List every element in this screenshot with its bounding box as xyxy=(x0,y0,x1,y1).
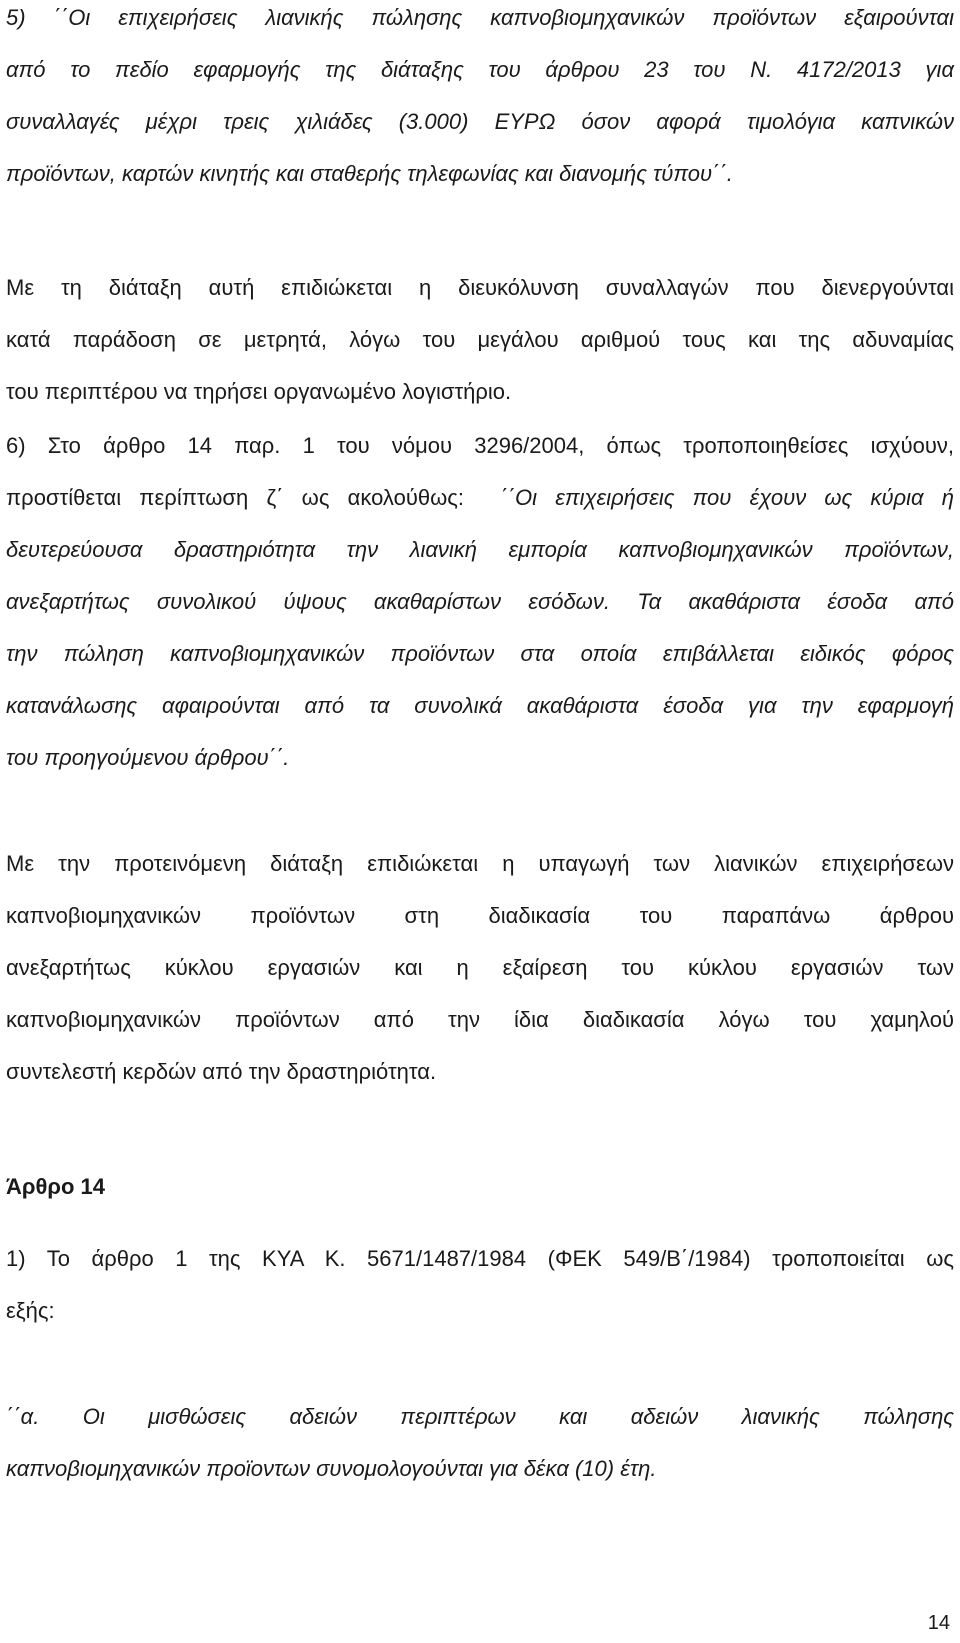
explanation-paragraph xyxy=(6,838,954,1098)
heading-text: Άρθρο 14 xyxy=(6,1174,106,1199)
explanation-paragraph xyxy=(6,262,954,418)
text-line: του προηγούμενου άρθρου΄΄. xyxy=(6,745,290,770)
text-line: 1) Το άρθρο 1 της ΚΥΑ Κ. 5671/1487/1984 (ΦΕΚ 549/Β΄/1984) τροποποιείται ως xyxy=(6,1246,954,1271)
text-line: προϊόντων, καρτών κινητής και σταθερής τηλεφωνίας και διανομής τύπου΄΄. xyxy=(6,161,733,186)
text-line: συντελεστή κερδών από την δραστηριότητα. xyxy=(6,1059,437,1084)
text-line: του περιπτέρου να τηρήσει οργανωμένο λογιστήριο. xyxy=(6,379,512,404)
text-line: κατά παράδοση σε μετρητά, λόγω του μεγάλου αριθμού τους και της αδυναμίας xyxy=(6,327,954,352)
text-line: κατανάλωσης αφαιρούνται από τα συνολικά ακαθάριστα έσοδα για την εφαρμογή xyxy=(6,693,954,718)
article-heading xyxy=(6,1161,954,1213)
quoted-amendment-paragraph xyxy=(6,1391,954,1495)
text-line: ΄΄α. Οι μισθώσεις αδειών περιπτέρων και αδειών λιανικής πώλησης xyxy=(6,1404,954,1429)
text-line: καπνοβιομηχανικών προϊόντων από την ίδια διαδικασία λόγω του χαμηλού xyxy=(6,1007,954,1032)
document-page xyxy=(6,0,954,1643)
text-line: την πώληση καπνοβιομηχανικών προϊόντων στα οποία επιβάλλεται ειδικός φόρος xyxy=(6,641,954,666)
text-line: Με την προτεινόμενη διάταξη επιδιώκεται η υπαγωγή των λιανικών επιχειρήσεων xyxy=(6,851,954,876)
text-line: από το πεδίο εφαρμογής της διάταξης του άρθρου 23 του Ν. 4172/2013 για xyxy=(6,57,954,82)
text-line: 5) ΄΄Οι επιχειρήσεις λιανικής πώλησης καπνοβιομηχανικών προϊόντων εξαιρούνται xyxy=(6,5,954,30)
text-line: εξής: xyxy=(6,1298,55,1323)
text-run: προστίθεται περίπτωση ζ΄ ως ακολούθως: xyxy=(6,485,464,510)
text-line: ανεξαρτήτως κύκλου εργασιών και η εξαίρεση του κύκλου εργασιών των xyxy=(6,955,954,980)
quoted-text-run: ΄΄Οι επιχειρήσεις που έχουν ως κύρια ή xyxy=(500,485,954,510)
text-line: ανεξαρτήτως συνολικού ύψους ακαθαρίστων εσόδων. Τα ακαθάριστα έσοδα από xyxy=(6,589,954,614)
text-line: καπνοβιομηχανικών προϊοντων συνομολογούνται για δέκα (10) έτη. xyxy=(6,1456,657,1481)
text-line: δευτερεύουσα δραστηριότητα την λιανική εμπορία καπνοβιομηχανικών προϊόντων, xyxy=(6,537,954,562)
text-line xyxy=(6,472,954,524)
text-line: καπνοβιομηχανικών προϊόντων στη διαδικασία του παραπάνω άρθρου xyxy=(6,903,954,928)
amendment-paragraph xyxy=(6,1233,954,1337)
page-number: 14 xyxy=(927,1612,950,1634)
text-line: Με τη διάταξη αυτή επιδιώκεται η διευκόλυνση συναλλαγών που διενεργούνται xyxy=(6,275,954,300)
quoted-amendment-paragraph xyxy=(6,0,954,200)
text-line: συναλλαγές μέχρι τρεις χιλιάδες (3.000) ΕΥΡΩ όσον αφορά τιμολόγια καπνικών xyxy=(6,109,954,134)
text-line: 6) Στο άρθρο 14 παρ. 1 του νόμου 3296/2004, όπως τροποποιηθείσες ισχύουν, xyxy=(6,433,954,458)
amendment-paragraph xyxy=(6,420,954,784)
